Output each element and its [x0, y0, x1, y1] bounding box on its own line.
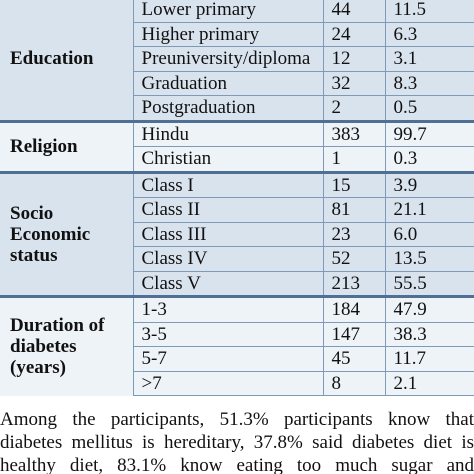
category-education: Education: [0, 0, 133, 121]
row-count: 8: [323, 371, 385, 396]
row-label: Class III: [133, 222, 323, 247]
row-percent: 13.5: [385, 247, 474, 272]
row-label: 5-7: [133, 347, 323, 372]
row-percent: 11.5: [385, 0, 474, 22]
row-label: 3-5: [133, 322, 323, 347]
row-count: 24: [323, 22, 385, 47]
row-count: 45: [323, 347, 385, 372]
row-count: 15: [323, 172, 385, 198]
row-percent: 2.1: [385, 371, 474, 396]
row-percent: 55.5: [385, 271, 474, 297]
row-percent: 38.3: [385, 322, 474, 347]
row-percent: 99.7: [385, 121, 474, 147]
row-percent: 3.1: [385, 47, 474, 72]
row-label: Hindu: [133, 121, 323, 147]
paragraph-line: Among the participants, 51.3% participants know that: [0, 409, 474, 430]
row-label: Christian: [133, 147, 323, 173]
row-label: 1-3: [133, 297, 323, 323]
row-label: Class V: [133, 271, 323, 297]
row-label: Higher primary: [133, 22, 323, 47]
row-count: 2: [323, 96, 385, 122]
row-count: 213: [323, 271, 385, 297]
row-label: Class IV: [133, 247, 323, 272]
row-count: 1: [323, 147, 385, 173]
row-label: Graduation: [133, 71, 323, 96]
row-percent: 11.7: [385, 347, 474, 372]
row-count: 147: [323, 322, 385, 347]
row-count: 383: [323, 121, 385, 147]
row-label: >7: [133, 371, 323, 396]
row-percent: 3.9: [385, 172, 474, 198]
row-count: 81: [323, 198, 385, 223]
row-count: 12: [323, 47, 385, 72]
table-row: [0, 172, 474, 198]
category-duration-of-diabetes: Duration of diabetes (years): [0, 297, 133, 396]
row-label: Postgraduation: [133, 96, 323, 122]
category-socio-economic-status: Socio Economic status: [0, 172, 133, 297]
row-count: 184: [323, 297, 385, 323]
row-label: Preuniversity/diploma: [133, 47, 323, 72]
results-paragraph: [0, 408, 474, 474]
row-percent: 21.1: [385, 198, 474, 223]
row-percent: 0.3: [385, 147, 474, 173]
row-count: 32: [323, 71, 385, 96]
category-religion: Religion: [0, 121, 133, 172]
row-percent: 6.0: [385, 222, 474, 247]
paragraph-line: diabetes mellitus is hereditary, 37.8% said diabetes diet is: [0, 432, 474, 453]
row-percent: 6.3: [385, 22, 474, 47]
row-count: 52: [323, 247, 385, 272]
row-count: 23: [323, 222, 385, 247]
row-percent: 0.5: [385, 96, 474, 122]
row-label: Lower primary: [133, 0, 323, 22]
row-label: Class I: [133, 172, 323, 198]
paragraph-line: healthy diet, 83.1% know eating too much sugar and: [0, 455, 474, 474]
row-percent: 8.3: [385, 71, 474, 96]
row-percent: 47.9: [385, 297, 474, 323]
table-row: [0, 0, 474, 22]
row-label: Class II: [133, 198, 323, 223]
table-row: [0, 121, 474, 147]
table-row: [0, 297, 474, 323]
row-count: 44: [323, 0, 385, 22]
